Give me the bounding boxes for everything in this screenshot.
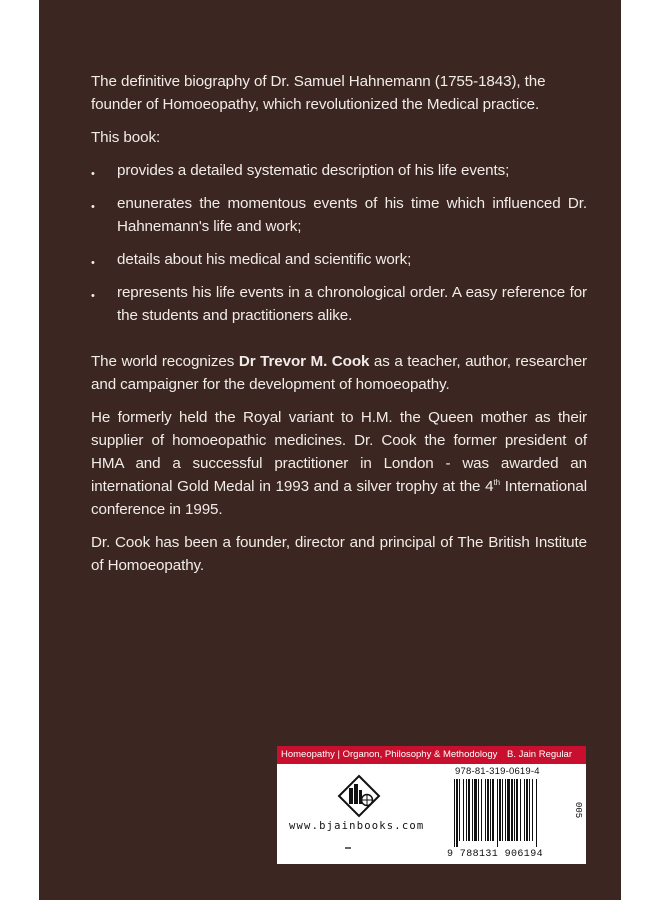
barcode-number: 9 788131 906194 xyxy=(447,849,544,860)
author-name: Dr Trevor M. Cook xyxy=(238,353,370,370)
list-item xyxy=(91,281,587,327)
bio-paragraph-3: Dr. Cook has been a founder, director and principal of The British Institute of Homoeopathy. xyxy=(91,534,587,574)
publisher-logo-icon xyxy=(337,774,381,818)
list-item-text: enunerates the momentous events of his time which influenced Dr. Hahnemann's life and work; xyxy=(117,195,587,235)
website-url: www.bjainbooks.com xyxy=(289,820,425,832)
book-description xyxy=(91,70,587,337)
subject-label: Homeopathy | Organon, Philosophy & Methodology xyxy=(281,749,498,760)
series-label: B. Jain Regular xyxy=(507,749,572,760)
feature-list xyxy=(91,159,587,327)
price-code: 005 xyxy=(573,802,583,819)
ordinal-suffix: th xyxy=(493,478,500,487)
barcode-icon xyxy=(452,779,570,847)
isbn-number: 978-81-319-0619-4 xyxy=(455,766,540,777)
bio-text: International conference in 1995. xyxy=(91,478,587,518)
list-item xyxy=(91,192,587,238)
bio-paragraph-1 xyxy=(91,350,587,396)
bio-paragraph-2 xyxy=(91,406,587,521)
divider xyxy=(345,847,351,849)
bio-text: He formerly held the Royal variant to H.M. the Queen mother as their supplier of homoeopathic medicines. Dr. Cook the former president of HMA and a successful practitioner in London - was awarded an international Gold Medal in 1993 and a silver trophy at the 4 xyxy=(91,409,587,495)
this-book-label: This book: xyxy=(91,129,161,146)
bio-text: The world recognizes xyxy=(91,353,239,370)
bullet-icon: • xyxy=(91,201,95,213)
list-item-text: represents his life events in a chronological order. A easy reference for the students and practitioners alike. xyxy=(117,284,587,324)
category-bar xyxy=(277,746,586,764)
lead-paragraph: The definitive biography of Dr. Samuel Hahnemann (1755-1843), the founder of Homoeopathy, which revolutionized the Medical practice. xyxy=(91,73,546,113)
bullet-icon: • xyxy=(91,168,95,180)
list-item xyxy=(91,159,587,182)
list-item xyxy=(91,248,587,271)
bullet-icon: • xyxy=(91,290,95,302)
list-item-text: provides a detailed systematic description of his life events; xyxy=(117,162,510,179)
bio-text: as a teacher, author, researcher and campaigner for the development of homoeopathy. xyxy=(91,353,587,393)
author-bio xyxy=(91,350,587,587)
list-item-text: details about his medical and scientific work; xyxy=(117,251,412,268)
publisher-panel xyxy=(277,746,586,864)
bullet-icon: • xyxy=(91,257,95,269)
